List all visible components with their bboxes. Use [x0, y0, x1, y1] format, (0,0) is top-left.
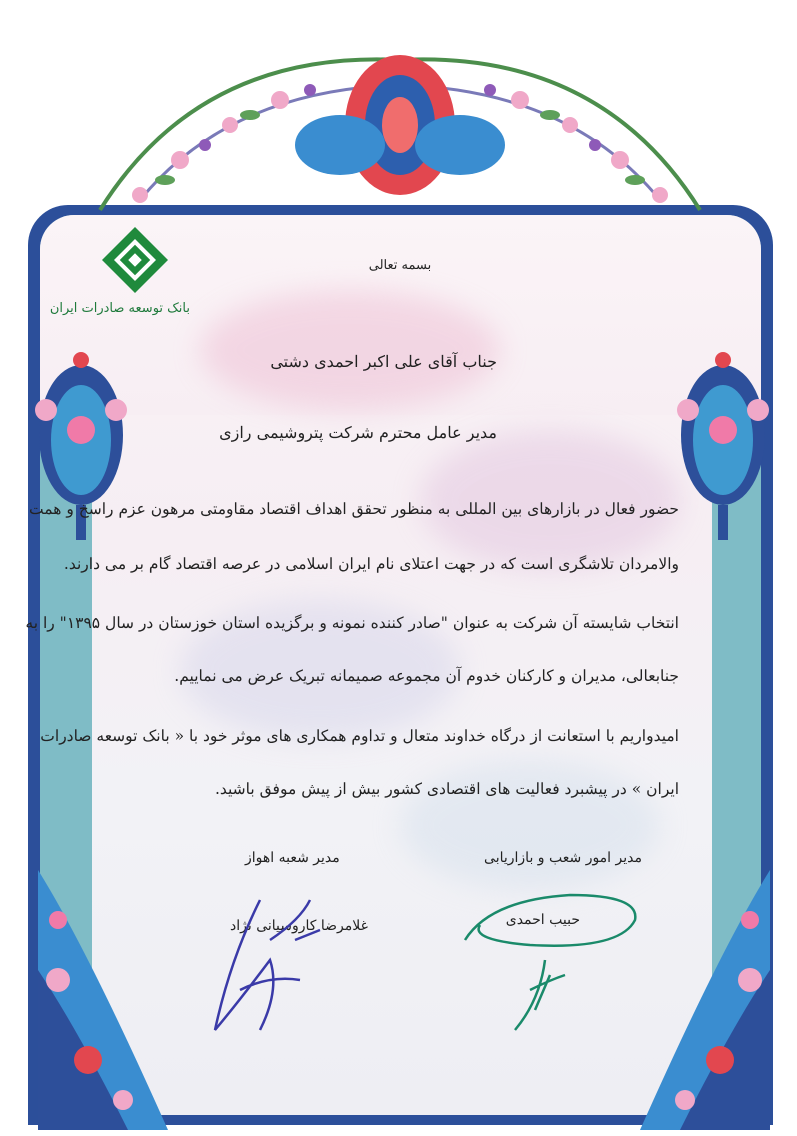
letter-paragraph-line: امیدواریم با استعانت از درگاه خداوند متعال و تداوم همکاری های موثر خود با « بانک توسعه صادرات: [40, 727, 679, 745]
bottom-left-floral-ornament: [28, 830, 168, 1130]
recipient-name: جناب آقای علی اکبر احمدی دشتی: [270, 352, 497, 371]
marble-texture: [200, 290, 500, 410]
basmala: بسمه تعالی: [368, 258, 432, 273]
letter-paragraph-line: ایران » در پیشبرد فعالیت های اقتصادی کشور بیش از پیش موفق باشید.: [214, 780, 679, 798]
top-floral-ornament: [80, 30, 720, 220]
signature-left: [200, 880, 350, 1050]
bottom-right-floral-ornament: [640, 830, 780, 1130]
letter-paragraph-line: جنابعالی، مدیران و کارکنان خدوم آن مجموعه صمیمانه تبریک عرض می نماییم.: [174, 667, 679, 685]
bank-name: بانک توسعه صادرات ایران: [49, 301, 190, 316]
bank-logo: [49, 225, 190, 316]
recipient-title: مدیر عامل محترم شرکت پتروشیمی رازی: [219, 423, 497, 442]
letter-paragraph-line: والامردان تلاشگری است که در جهت اعتلای نام ایران اسلامی در عرصه اقتصاد گام بر می دارند.: [63, 555, 679, 573]
signatory-right-title: مدیر امور شعب و بازاریابی: [484, 850, 642, 866]
bank-logo-icon: [100, 225, 170, 295]
signatory-left-title: مدیر شعبه اهواز: [245, 850, 340, 866]
letter-paragraph-line: انتخاب شایسته آن شرکت به عنوان "صادر کننده نمونه و برگزیده استان خوزستان در سال ۱۳۹۵" را به: [25, 614, 679, 632]
signatory-left-name: غلامرضا کاروسیانی نژاد: [230, 918, 368, 934]
signatory-right-name: حبیب احمدی: [505, 912, 580, 928]
right-floral-ornament: [668, 340, 778, 540]
letter-paragraph-line: حضور فعال در بازارهای بین المللی به منظور تحقق اهداف اقتصاد مقاومتی مرهون عزم راسخ و همت: [29, 500, 679, 518]
signature-right: [450, 880, 650, 1040]
